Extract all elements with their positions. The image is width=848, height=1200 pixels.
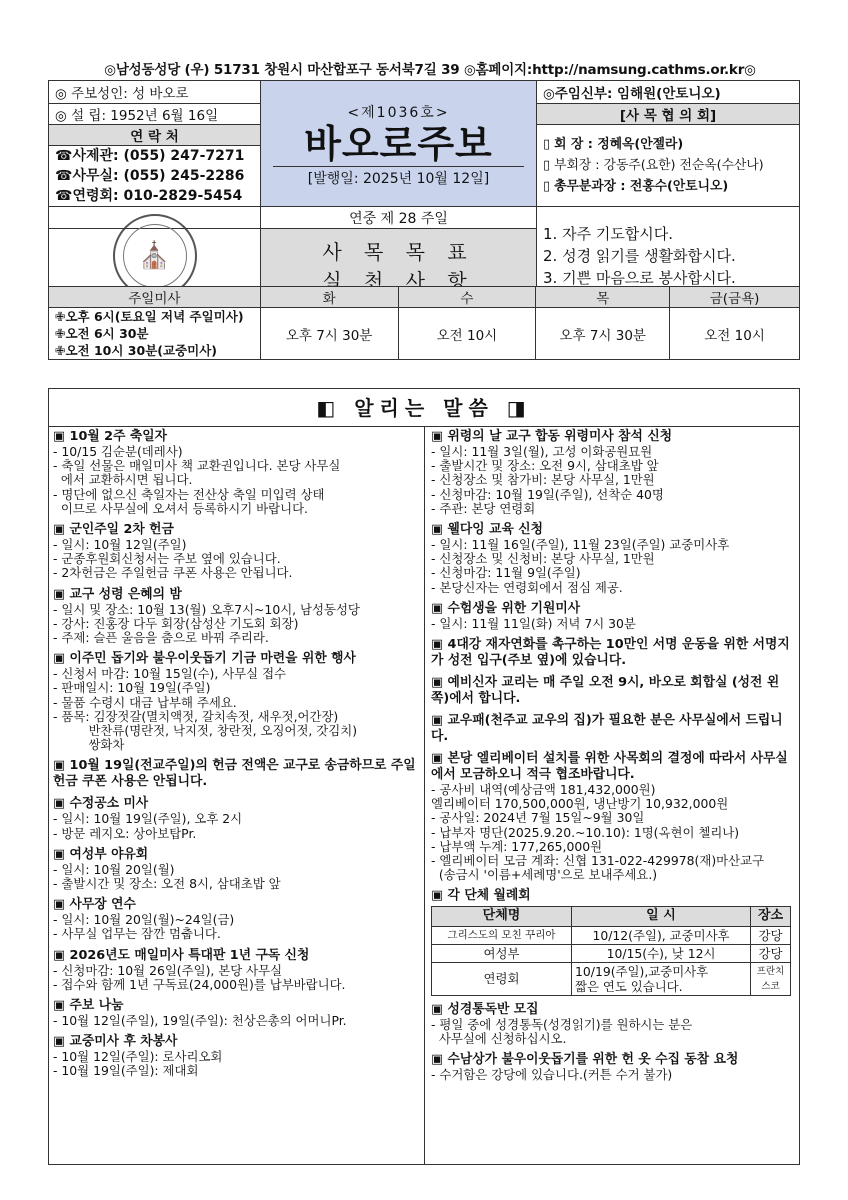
section-title: ▣ 2026년도 매일미사 특대판 1년 구독 신청	[53, 947, 310, 963]
notice-section	[53, 897, 419, 941]
section-title: ▣ 10월 2주 축일자	[53, 429, 167, 444]
section-line: - 납부액 누계: 177,265,000원	[431, 838, 603, 854]
bulletin-title: 바오로주보	[304, 121, 493, 166]
contact-header	[49, 125, 261, 146]
section-line: - 10월 19일(주일): 제대회	[53, 1063, 199, 1079]
section-line: - 축일 선물은 매일미사 책 교환권입니다. 본당 사무실	[53, 458, 341, 474]
section-line: - 접수와 함께 1년 구독료(24,000원)를 납부바랍니다.	[53, 976, 346, 992]
section-line: - 신청서 마감: 10월 15일(수), 사무실 접수	[53, 666, 287, 682]
header-address-line: ◎남성동성당 (우) 51731 창원시 마산합포구 동서북7길 39 ◎홈페이지:http://namsung.cathms.or.kr◎	[104, 62, 756, 78]
office-phone: ☎사무실: (055) 245-2286	[55, 168, 245, 184]
section-line: - 주제: 슬픈 울음을 춤으로 바꿔 주리라.	[53, 630, 269, 646]
notice-section	[431, 601, 797, 631]
section-line: - 주관: 본당 연령회	[431, 500, 536, 516]
col-header: 장소	[751, 907, 791, 926]
monthly-meeting-table	[431, 906, 791, 995]
sunday-mass: ✙오전 10시 30분(교중미사)	[55, 343, 217, 358]
section-title: ▣ 각 단체 월례회	[431, 888, 531, 904]
issue-number: <제1036호>	[347, 104, 450, 121]
notice-section	[53, 847, 419, 891]
practice-label: 실 천 사 항	[322, 268, 475, 293]
notice-section	[431, 1002, 797, 1046]
section-line: - 물품 수령시 대금 납부해 주세요.	[53, 694, 237, 710]
section-line: - 본당신자는 연령회에서 점심 제공.	[431, 579, 623, 595]
column-divider	[424, 427, 425, 1165]
table-row: 연령회 10/19(주일),교중미사후 짧은 연도 있습니다. 프란치스코	[432, 962, 791, 995]
table-row: 여성부 10/15(수), 낮 12시 강당	[432, 944, 791, 962]
patron-cell	[49, 81, 261, 104]
section-title: ▣ 사무장 연수	[53, 897, 136, 913]
tuesday-mass: 오후 7시 30분	[260, 308, 398, 360]
goal-label: 사 목 목 표	[322, 239, 475, 264]
notice-section	[53, 522, 419, 581]
friday-mass: 오전 10시	[670, 308, 800, 360]
notice-section	[431, 751, 797, 882]
section-line: - 판매일시: 10월 19일(주일)	[53, 680, 211, 696]
section-line: (송금시 '이름+세례명'으로 보내주세요.)	[431, 867, 658, 883]
founded-text: ◎ 설 립: 1952년 6월 16일	[55, 108, 219, 124]
section-line: 쌍화차	[53, 737, 125, 753]
col-header: 단체명	[432, 907, 572, 926]
left-column	[53, 429, 419, 1085]
notice-section	[53, 948, 419, 992]
council-member: ▯ 부회장 : 강동주(요한) 전순옥(수산나)	[543, 158, 764, 173]
section-title: ▣ 위령의 날 교구 합동 위령미사 참석 신청	[431, 429, 673, 444]
goal-item: 2. 성경 읽기를 생활화합시다.	[543, 246, 736, 265]
section-title: ▣ 교구 성령 은혜의 밤	[53, 586, 182, 602]
section-title: ▣ 웰다잉 교육 신청	[431, 522, 543, 538]
header-table	[48, 80, 800, 305]
notice-section	[431, 1052, 797, 1082]
phone-list	[49, 146, 261, 207]
section-line: - 군종후원회신청서는 주보 옆에 있습니다.	[53, 551, 281, 567]
section-title: ▣ 이주민 돕기와 불우이웃돕기 기금 마련을 위한 행사	[53, 651, 356, 667]
notice-section	[431, 675, 797, 707]
mass-schedule-table	[48, 286, 800, 360]
section-line: 이므로 사무실에 오셔서 등록하시기 바랍니다.	[53, 500, 308, 516]
pastor-cell	[537, 81, 800, 104]
section-title: ▣ 본당 엘리베이터 설치를 위한 사목회의 결정에 따라서 사무실에서 모금하오니 적극 협조바랍니다.	[431, 751, 788, 783]
section-line: - 10/15 김순분(데레사)	[53, 444, 183, 459]
patron-text: ◎ 주보성인: 성 바오로	[55, 86, 189, 102]
notice-title: ◧ 알리는 말씀 ◨	[49, 389, 799, 427]
section-title: ▣ 군인주일 2차 헌금	[53, 522, 174, 538]
section-line: - 일시: 10월 20일(월)	[53, 861, 175, 877]
section-line: - 10월 12일(주일), 19일(주일): 천상은총의 어머니Pr.	[53, 1013, 347, 1029]
notice-section	[431, 429, 797, 516]
section-line: - 납부자 명단(2025.9.20.~10.10): 1명(옥현이 첼리나)	[431, 824, 740, 840]
mass-header: 주일미사	[49, 287, 261, 308]
sunday-mass: ✙오후 6시(토요일 저녁 주일미사)	[55, 309, 244, 324]
goal-item: 3. 기쁜 마음으로 봉사합시다.	[543, 268, 736, 287]
notice-section	[431, 522, 797, 595]
section-title: ▣ 주보 나눔	[53, 998, 124, 1014]
contact-header-text: 연 락 처	[130, 129, 179, 145]
section-line: - 명단에 없으신 축일자는 전산상 축일 미입력 상태	[53, 486, 325, 502]
table-row: 그리스도의 모친 꾸리아 10/12(주일), 교중미사후 강당	[432, 926, 791, 944]
section-line: - 공사비 내역(예상금액 181,432,000원)	[431, 782, 656, 798]
notice-section	[431, 637, 797, 669]
mass-header: 수	[398, 287, 536, 308]
section-line: - 일시 및 장소: 10월 13(월) 오후7시~10시, 남성동성당	[53, 601, 360, 617]
week-cell	[261, 207, 537, 229]
section-line: - 수거함은 강당에 있습니다.(커튼 수거 불가)	[431, 1067, 673, 1083]
section-line: - 신청장소 및 신청비: 본당 사무실, 1만원	[431, 551, 655, 567]
table-note: 짧은 연도 있습니다.	[575, 978, 683, 994]
council-member: ▯ 총무분과장 : 전홍수(안토니오)	[543, 179, 729, 194]
section-line: 에서 교환하시면 됩니다.	[53, 472, 193, 488]
section-line: - 사무실 업무는 잠깐 멈춥니다.	[53, 926, 221, 942]
section-line: - 일시: 10월 12일(주일)	[53, 537, 187, 553]
section-title: ▣ 4대강 재자연화를 촉구하는 10만인 서명 운동을 위한 서명지가 성전 입구(주보 옆)에 있습니다.	[431, 637, 790, 669]
council-header	[537, 104, 800, 125]
section-title: ▣ 수정공소 미사	[53, 796, 149, 812]
section-line: - 2차헌금은 주일헌금 쿠폰 사용은 안됩니다.	[53, 565, 293, 581]
rectory-phone: ☎사제관: (055) 247-7271	[55, 148, 245, 164]
section-title: ▣ 수남상가 불우이웃돕기를 위한 헌 옷 수집 동참 요청	[431, 1052, 739, 1068]
section-line: - 일시: 11월 3일(월), 고성 이화공원묘원	[431, 444, 653, 459]
liturgical-week: 연중 제 28 주일	[349, 210, 448, 227]
section-line: - 신청마감: 10월 19일(주일), 선착순 40명	[431, 486, 664, 502]
pastor-text: ◎주임신부: 임해원(안토니오)	[543, 86, 721, 102]
section-title: ▣ 교중미사 후 차봉사	[53, 1034, 178, 1050]
mass-header: 금(금욕)	[670, 287, 800, 308]
church-icon: ⛪	[123, 224, 187, 288]
wednesday-mass: 오전 10시	[398, 308, 536, 360]
thursday-mass: 오후 7시 30분	[536, 308, 670, 360]
section-line: - 평일 중에 성경통독(성경읽기)를 원하시는 분은	[431, 1016, 693, 1032]
section-line: - 일시: 10월 19일(주일), 오후 2시	[53, 811, 243, 827]
section-line: - 엘리베이터 모금 계좌: 신협 131-022-429978(재)마산교구	[431, 853, 765, 869]
notice-section	[431, 713, 797, 745]
section-line: 반찬류(명란젓, 낙지젓, 창란젓, 오징어젓, 갓김치)	[53, 723, 358, 739]
section-line: - 신청장소 및 참가비: 본당 사무실, 1만원	[431, 472, 655, 488]
section-line: 엘리베이터 170,500,000원, 냉난방기 10,932,000원	[431, 796, 729, 812]
section-line: - 방문 레지오: 상아보탑Pr.	[53, 825, 197, 841]
council-member: ▯ 회 장 : 정혜옥(안젤라)	[543, 137, 684, 152]
section-line: - 출발시간 및 장소: 오전 8시, 삼대초밥 앞	[53, 876, 281, 892]
sunday-mass-times	[49, 308, 261, 360]
mass-header: 화	[260, 287, 398, 308]
col-header: 일 시	[572, 907, 751, 926]
goal-item: 1. 자주 기도합시다.	[543, 224, 674, 243]
section-line: - 신청마감: 10월 26일(주일), 본당 사무실	[53, 962, 283, 978]
notice-section	[53, 998, 419, 1028]
right-column	[431, 429, 797, 1088]
section-line: - 품목: 김장젓갈(멸치액젓, 갈치속젓, 새우젓,어간장)	[53, 708, 339, 724]
notice-section	[53, 587, 419, 646]
section-line: - 일시: 10월 20일(월)~24일(금)	[53, 912, 235, 928]
section-title: ▣ 수험생을 위한 기원미사	[431, 600, 581, 616]
title-box	[261, 81, 537, 207]
council-members	[537, 125, 800, 207]
notice-section	[53, 651, 419, 752]
founded-cell	[49, 104, 261, 125]
notice-section	[53, 796, 419, 840]
monthly-meetings	[431, 888, 797, 995]
section-title: ▣ 10월 19일(전교주일)의 헌금 전액은 교구로 송금하므로 주일헌금 쿠폰 사용은 안됩니다.	[53, 758, 416, 790]
section-line: - 10월 12일(주일): 로사리오회	[53, 1049, 223, 1065]
church-seal-logo	[113, 214, 197, 298]
council-phone: ☎연령회: 010-2829-5454	[55, 188, 243, 204]
section-line: - 강사: 진홍장 다두 회장(삼성산 기도회 회장)	[53, 615, 299, 631]
notice-board	[48, 388, 800, 1165]
section-title: ▣ 교우패(천주교 교우의 집)가 필요한 분은 사무실에서 드립니다.	[431, 713, 783, 745]
section-line: - 일시: 11월 16일(주일), 11월 23일(주일) 교중미사후	[431, 537, 730, 553]
section-title: ▣ 성경통독반 모집	[431, 1001, 539, 1017]
notice-section	[53, 758, 419, 790]
council-header-text: [사 목 협 의 회]	[619, 108, 717, 124]
publish-date: [발행일: 2025년 10월 12일]	[273, 166, 524, 188]
notice-section	[53, 429, 419, 516]
sunday-mass: ✙오전 6시 30분	[55, 326, 149, 341]
section-line: - 일시: 11월 11일(화) 저녁 7시 30분	[431, 615, 636, 631]
mass-header: 목	[536, 287, 670, 308]
section-line: - 공사일: 2024년 7월 15일~9월 30일	[431, 810, 645, 826]
section-line: - 신청마감: 11월 9일(주일)	[431, 565, 581, 581]
section-title: ▣ 여성부 야유회	[53, 846, 149, 862]
section-title: ▣ 예비신자 교리는 매 주일 오전 9시, 바오로 회합실 (성전 왼쪽)에서 합니다.	[431, 675, 780, 707]
notice-section	[53, 1034, 419, 1078]
section-line: - 출발시간 및 장소: 오전 9시, 삼대초밥 앞	[431, 458, 659, 474]
section-line: 사무실에 신청하십시오.	[431, 1030, 567, 1046]
